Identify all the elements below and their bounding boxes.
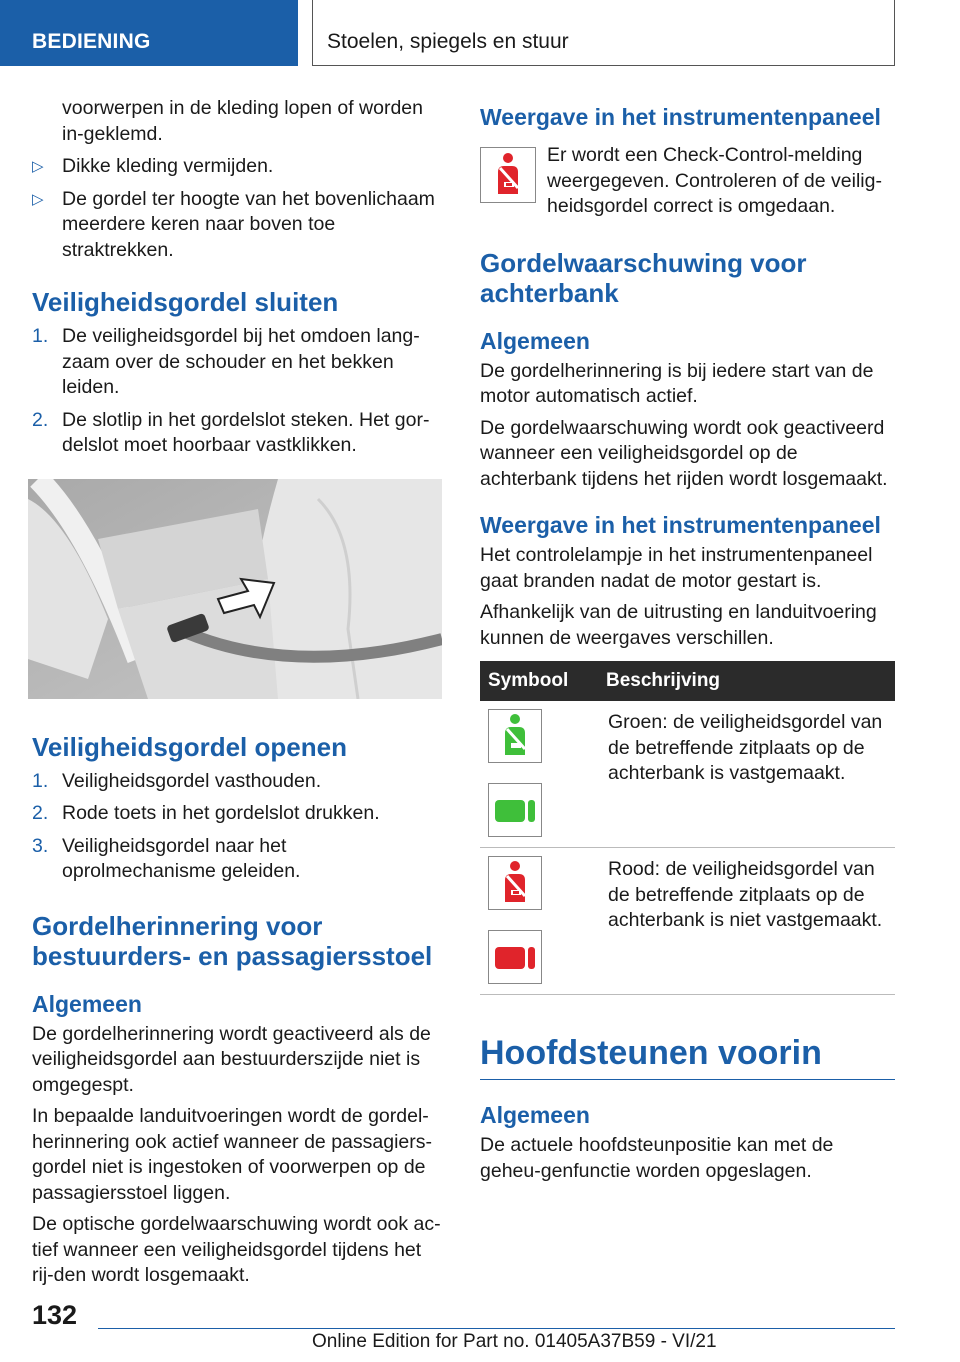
steps-openen <box>32 769 444 885</box>
left-column <box>32 96 444 1289</box>
step-item: 1. De veiligheidsgordel bij het omdoen lang-zaam over de schouder en het bekken leiden. <box>32 325 420 398</box>
rear-seat-red-icon <box>493 943 537 971</box>
page-header <box>0 0 960 66</box>
right-column <box>480 96 895 1184</box>
seat-buckle-illustration <box>28 479 442 699</box>
symbol-table <box>480 661 895 995</box>
paragraph: Het controlelampje in het instrumentenpaneel gaat branden nadat de motor gestart is. <box>480 544 873 592</box>
indicator-box <box>488 930 542 984</box>
seatbelt-ok-icon <box>495 713 535 759</box>
heading-weergave-1: Weergave in het instrumentenpaneel <box>480 104 881 130</box>
heading-hoofdsteunen: Hoofdsteunen voorin <box>480 1033 895 1080</box>
indicator-box <box>488 783 542 837</box>
description-cell: Groen: de veiligheidsgordel van de betreffende zitplaats op de achterbank is vastgemaakt. <box>598 701 895 848</box>
warning-bullets <box>32 154 444 263</box>
step-item: 3. Veiligheidsgordel naar het oprolmechanisme geleiden. <box>32 834 301 882</box>
paragraph: De actuele hoofdsteunpositie kan met de geheu-genfunctie worden opgeslagen. <box>480 1134 834 1182</box>
paragraph: Afhankelijk van de uitrusting en landuitvoering kunnen de weergaves verschillen. <box>480 601 877 649</box>
heading-openen: Veiligheidsgordel openen <box>32 731 347 762</box>
seatbelt-warning-icon <box>495 860 535 906</box>
bullet-item: ▷ Dikke kleding vermijden. <box>32 154 444 180</box>
online-edition-note: Online Edition for Part no. 01405A37B59 - VI/21 <box>312 1331 717 1352</box>
page-number: 132 <box>32 1300 78 1330</box>
table-row <box>480 701 895 848</box>
paragraph: De optische gordelwaarschuwing wordt ook ac-tief wanneer een veiligheidsgordel tijdens het rij-den wordt losgemaakt. <box>32 1213 441 1286</box>
paragraph: De gordelherinnering wordt geactiveerd als de veiligheidsgordel aan bestuurderszijde niet is omgegespt. <box>32 1022 431 1096</box>
indicator-box <box>488 709 542 763</box>
footer-rule <box>98 1328 895 1329</box>
heading-gordelherinnering: Gordelherinnering voor bestuurders- en passagiersstoel <box>32 910 433 971</box>
check-control-text: Er wordt een Check-Control-melding weergegeven. Controleren of de veilig-heidsgordel correct is omgedaan. <box>547 144 882 217</box>
heading-achterbank: Gordelwaarschuwing voor achterbank <box>480 247 807 308</box>
bullet-item: ▷ De gordel ter hoogte van het bovenlichaam meerdere keren naar boven toe straktrekken. <box>32 187 435 261</box>
section-tab: BEDIENING <box>0 0 298 66</box>
indicator-box <box>480 147 536 203</box>
symbol-cell <box>480 701 598 848</box>
step-item: 1. Veiligheidsgordel vasthouden. <box>32 769 322 792</box>
table-header: Symbool <box>480 661 598 701</box>
step-item: 2. Rode toets in het gordelslot drukken. <box>32 802 380 824</box>
step-item: 2. De slotlip in het gordelslot steken. Het gor-delslot moet hoorbaar vastklikken. <box>32 408 430 456</box>
heading-sluiten: Veiligheidsgordel sluiten <box>32 287 339 317</box>
paragraph: De gordelherinnering is bij iedere start van de motor automatisch actief. <box>480 359 874 407</box>
seatbelt-photo <box>32 479 444 704</box>
triangle-bullet-icon: ▷ <box>32 158 44 175</box>
indicator-box <box>488 856 542 910</box>
paragraph: In bepaalde landuitvoeringen wordt de gordel-herinnering ook actief wanneer de passagiers-gordel niet is ingestoken of voorwerpen op de passagiersstoel liggen. <box>32 1105 432 1204</box>
rear-seat-green-icon <box>493 796 537 824</box>
paragraph: De gordelwaarschuwing wordt ook geactiveerd wanneer een veiligheidsgordel op de achterbank tijdens het rijden wordt losgemaakt. <box>480 416 888 490</box>
continued-text: voorwerpen in de kleding lopen of worden in-geklemd. <box>62 97 423 145</box>
steps-sluiten <box>32 324 444 459</box>
heading-weergave-2: Weergave in het instrumentenpaneel <box>480 512 881 538</box>
symbol-cell <box>480 848 598 995</box>
subheading-algemeen: Algemeen <box>32 990 142 1017</box>
description-cell: Rood: de veiligheidsgordel van de betreffende zitplaats op de achterbank is niet vastgemaakt. <box>598 848 895 995</box>
table-row <box>480 848 895 995</box>
table-header: Beschrijving <box>598 661 895 701</box>
seatbelt-warning-icon <box>488 152 528 198</box>
subheading-algemeen: Algemeen <box>480 1102 590 1128</box>
chapter-title: Stoelen, spiegels en stuur <box>312 0 895 66</box>
check-control-block <box>480 143 895 220</box>
triangle-bullet-icon: ▷ <box>32 190 44 208</box>
subheading-algemeen: Algemeen <box>480 327 590 354</box>
